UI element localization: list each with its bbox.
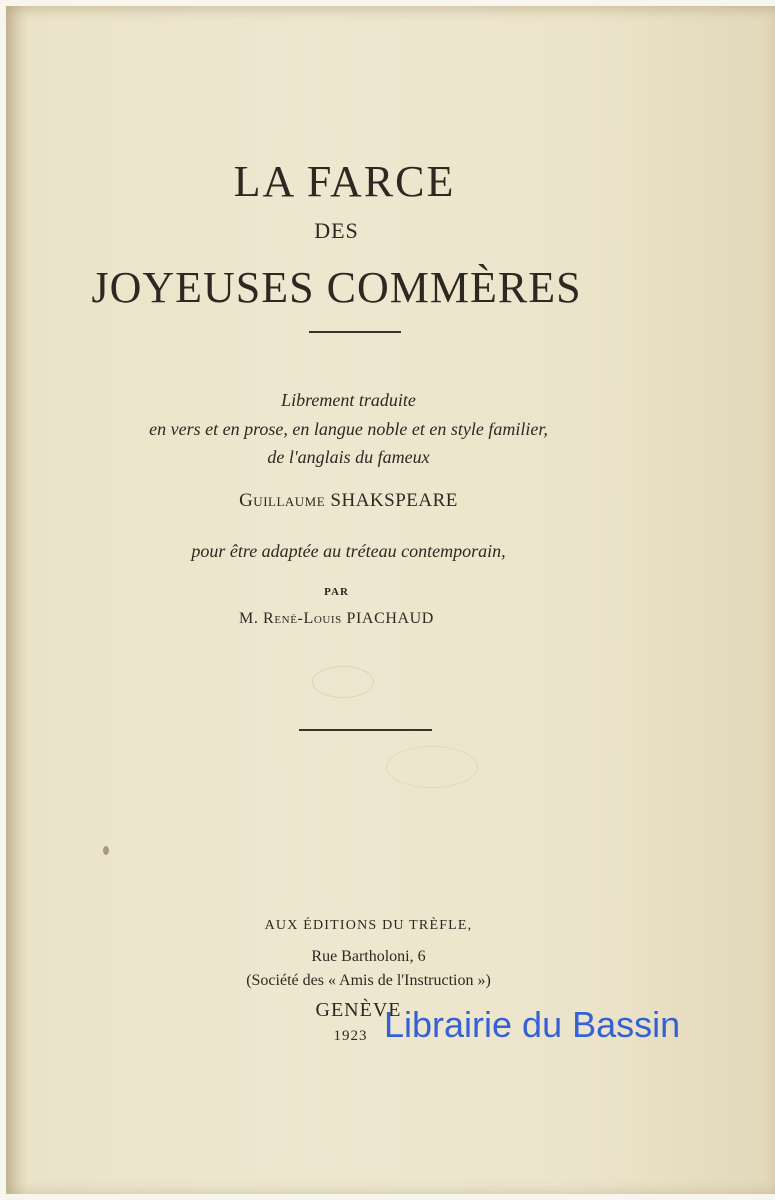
publisher-society: (Société des « Amis de l'Instruction ») — [246, 972, 491, 989]
title-divider — [309, 331, 401, 333]
title-line-1: LA FARCE — [233, 157, 456, 206]
title-line-2: DES — [314, 218, 359, 243]
publisher-street: Rue Bartholoni, 6 — [311, 948, 426, 965]
subtitle-line-4: pour être adaptée au tréteau contemporain, — [191, 541, 506, 561]
subtitle-line-3: de l'anglais du fameux — [267, 447, 430, 467]
subtitle-line-1: Librement traduite — [281, 390, 416, 410]
publisher-name: AUX ÉDITIONS DU TRÈFLE, — [264, 918, 473, 933]
publication-year: 1923 — [333, 1028, 368, 1044]
par-label: PAR — [324, 586, 349, 598]
title-line-3: JOYEUSES COMMÈRES — [91, 263, 582, 312]
faint-stain — [312, 666, 374, 698]
original-author: Guillaume SHAKSPEARE — [239, 490, 458, 511]
translator-name: M. René-Louis PIACHAUD — [239, 610, 434, 627]
section-divider — [299, 729, 432, 731]
publisher-city: GENÈVE — [315, 999, 402, 1021]
paper-speck — [103, 846, 109, 855]
book-title-page — [6, 6, 775, 1194]
faint-stain — [386, 746, 478, 788]
subtitle-line-2: en vers et en prose, en langue noble et en style familier, — [149, 419, 548, 439]
watermark-text: Librairie du Bassin — [384, 1004, 681, 1045]
